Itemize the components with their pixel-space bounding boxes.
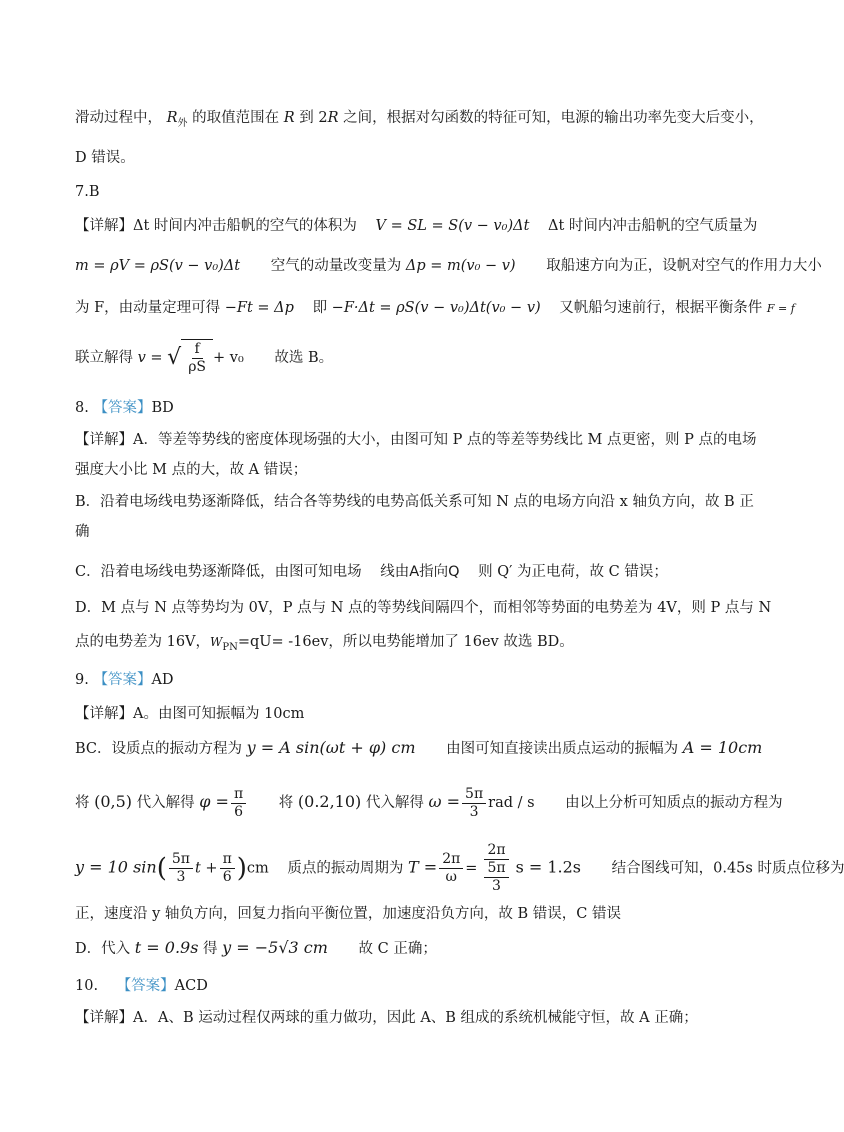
q9-line-5: 正，速度沿 y 轴负方向，回复力指向平衡位置，加速度沿负方向，故 B 错误，C 错误 — [75, 906, 621, 922]
equation: −F·Δt = ρS(v − v₀)Δt(v₀ − v) — [331, 300, 541, 316]
equation: A = 10cm — [682, 738, 763, 757]
question-9-answer: 9. 【答案】AD — [75, 672, 174, 688]
sqrt-expression: √ $\frac{f}{\rho S}$ — [167, 339, 213, 377]
answer-tag: 【答案】 — [116, 978, 175, 994]
answer-tag: 【答案】 — [93, 672, 152, 688]
q7-line-4: 联立解得 v = √ $\frac{f}{\rho S}$ + v₀ 故选 B。 — [75, 341, 334, 375]
question-8-answer: 8. 【答案】BD — [75, 400, 174, 416]
equation: V = SL = S(v − v₀)Δt — [375, 218, 530, 234]
q9-line-6: D．代入 t = 0.9s 得 y = −5√3 cm 故 C 正确； — [75, 938, 437, 957]
q8-line-6: D．M 点与 N 点等势均为 0V，P 点与 N 点的等势线间隔四个，而相邻等势面的电势差为 4V，则 P 点与 N — [75, 600, 772, 616]
q8-line-7: 点的电势差为 16V，$W_{PN}=qU= -16ev$，所以电势能增加了 16ev 故选 BD。 — [75, 634, 574, 653]
q7-line-2: m = ρV = ρS(v − v₀)Δt 空气的动量改变量为 Δp = m(v₀ − v) 取船速方向为正，设帆对空气的作用力大小 — [75, 258, 822, 274]
question-10-answer: 10. 【答案】ACD — [75, 978, 208, 994]
equation: −Ft = Δp — [224, 300, 294, 316]
equation: m = ρV = ρS(v − v₀)Δt — [75, 258, 241, 274]
q9-line-3: 将 (0,5) 代入解得 φ = $\frac{\pi}{6}$ 将 (0.2,10) 代入解得 ω = $\frac{5\pi}{3}$ rad / s 由以上分析可知质点的振动方程为 — [75, 785, 783, 820]
question-7-answer: 7.B — [75, 184, 100, 200]
equation: y = A sin(ωt + φ) cm — [246, 738, 416, 757]
q8-line-2: 强度大小比 M 点的大，故 A 错误； — [75, 462, 308, 478]
text-line: 滑动过程中， $R_外$ 的取值范围在 R 到 2R 之间，根据对勾函数的特征可知，电源的输出功率先变大后变小， — [75, 110, 764, 129]
q9-line-2: BC．设质点的振动方程为 y = A sin(ωt + φ) cm 由图可知直接读出质点运动的振幅为 A = 10cm — [75, 738, 763, 757]
equation: F = f — [766, 302, 795, 315]
q9-line-4: y = 10 sin( $\frac{5\pi}{3}$ t + $\frac{\pi}{6}$ )cm 质点的振动周期为 T = $\frac{2\pi}{\omega}$ = $\frac{2\pi}{\frac{5\pi}{3}}$ s = 1.2s 结合图线可知，0.45s 时质点位移为 — [75, 842, 844, 894]
q8-line-3: B．沿着电场线电势逐渐降低，结合各等势线的电势高低关系可知 N 点的电场方向沿 x 轴负方向，故 B 正 — [75, 494, 754, 510]
answer-tag: 【答案】 — [93, 400, 152, 416]
q7-line-1: 【详解】Δt 时间内冲击船帆的空气的体积为 V = SL = S(v − v₀)Δt Δt 时间内冲击船帆的空气质量为 — [75, 218, 758, 234]
text-line: D 错误。 — [75, 150, 135, 166]
q9-line-1: 【详解】A。由图可知振幅为 10cm — [75, 706, 305, 722]
q7-line-3: 为 F，由动量定理可得 −Ft = Δp 即 −F·Δt = ρS(v − v₀)Δt(v₀ − v) 又帆船匀速前行，根据平衡条件 F = f — [75, 300, 795, 316]
q8-line-5: C．沿着电场线电势逐渐降低，由图可知电场 线由A指向Q 则 Q′ 为正电荷，故 C 错误； — [75, 564, 668, 580]
equation: Δp = m(v₀ − v) — [405, 258, 516, 274]
q10-line-1: 【详解】A．A、B 运动过程仅两球的重力做功，因此 A、B 组成的系统机械能守恒，故 A 正确； — [75, 1010, 698, 1026]
q8-line-1: 【详解】A．等差等势线的密度体现场强的大小，由图可知 P 点的等差等势线比 M 点更密，则 P 点的电场 — [75, 432, 757, 448]
q8-line-4: 确 — [75, 524, 90, 540]
